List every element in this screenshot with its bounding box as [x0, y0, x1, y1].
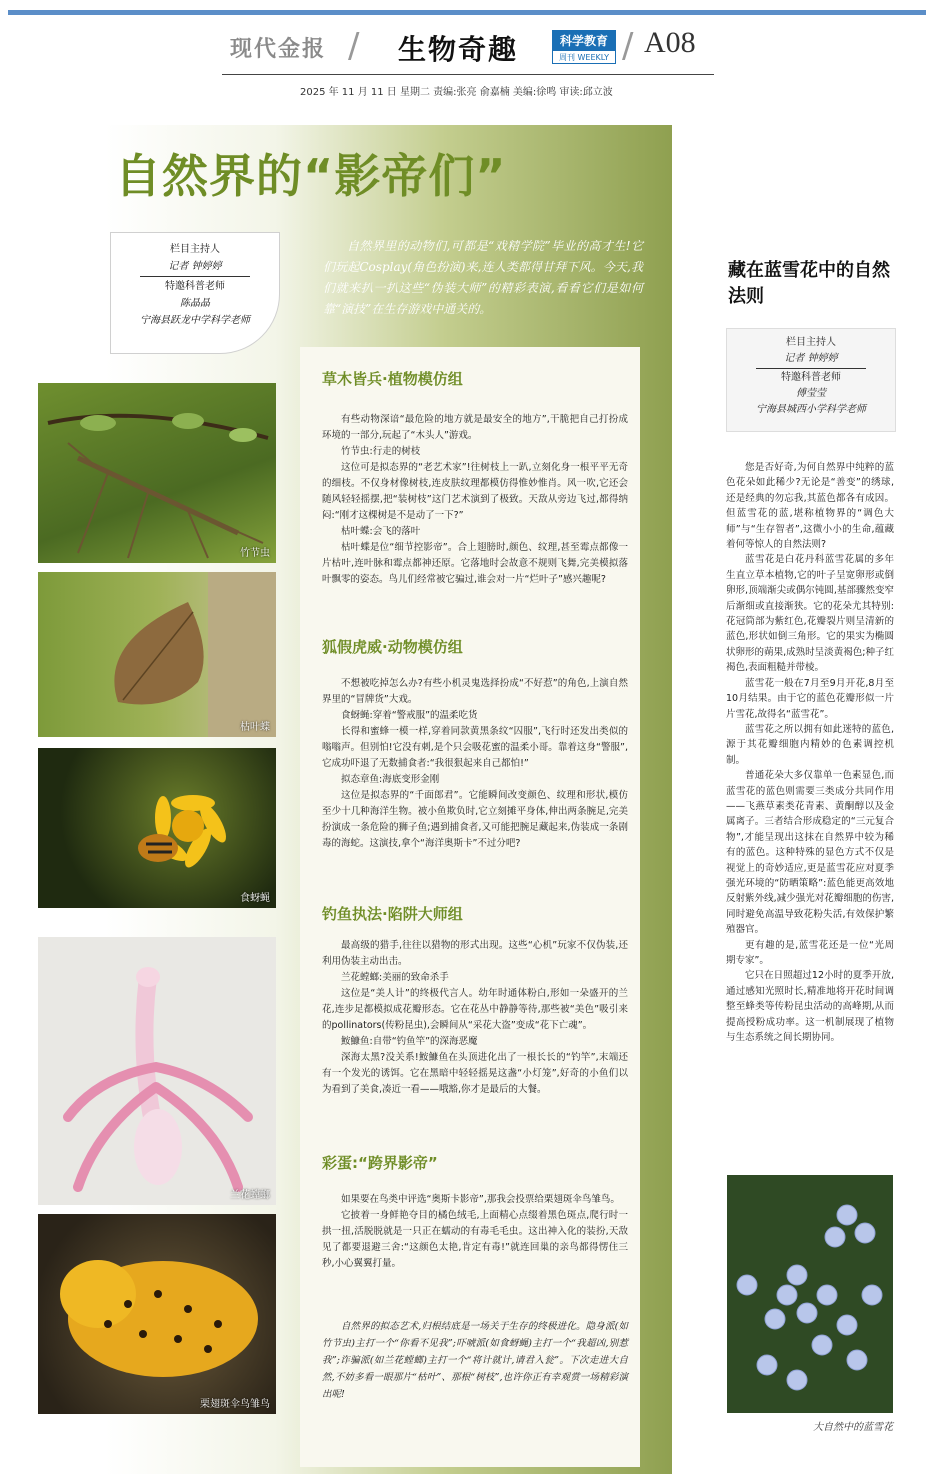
masthead-rule — [222, 74, 714, 75]
host-reporter: 记者 钟婷婷 — [784, 353, 838, 364]
paragraph: 这位是拟态界的“千面郎君”。它能瞬间改变颜色、纹理和形状,模仿至少十几种海洋生物。被小鱼欺负时,它立刻摊平身体,伸出两条腕足,完美扮演成一条危险的狮子鱼;遇到捕食者,又可能把腕足藏起来,伪装成一条剧毒的海蛇。这演技,拿个“海洋奥斯卡”不过分吧? — [322, 790, 628, 849]
paragraph: 如果要在鸟类中评选“奥斯卡影帝”,那我会投票给栗翅斑伞鸟雏鸟。 — [341, 1194, 620, 1205]
paragraph: 枯叶蝶是位“细节控影帝”。合上翅膀时,颜色、纹理,甚至霉点都像一片枯叶,连叶脉和霉点都神还原。它落地时会故意不规则飞舞,完美模拟落叶飘零的姿态。鸟儿们经常被它骗过,谁会对一片“烂叶子”感兴趣呢? — [322, 542, 628, 585]
paragraph: 这位是“美人计”的终极代言人。幼年时通体粉白,形如一朵盛开的兰花,连步足都模拟成花瓣形态。它在花丛中静静等待,那些被“美色”吸引来的pollinators(传粉昆虫),会瞬间从“采花大盗”变成“花下亡魂”。 — [322, 988, 628, 1031]
host-rule — [756, 368, 866, 369]
subheading: 枯叶蝶:会飞的落叶 — [341, 526, 421, 537]
divider-slash: / — [622, 26, 634, 66]
section-title: 生物奇趣 — [398, 33, 519, 66]
orchid-mantis-photo — [38, 937, 276, 1205]
closing-paragraph — [322, 1318, 628, 1403]
guest-school: 宁海县城西小学科学老师 — [756, 404, 866, 415]
top-rule — [8, 10, 926, 15]
paragraph: 长得和蜜蜂一模一样,穿着同款黄黑条纹“囚服”,飞行时还发出类似的嗡嗡声。但别怕!它没有刺,是个只会吸花蜜的温柔小哥。靠着这身“警服”,它成功吓退了无数捕食者:“我很狠起来自己都怕!” — [322, 726, 628, 769]
guest-school: 宁海县跃龙中学科学老师 — [140, 315, 250, 326]
subheading: 拟态章鱼:海底变形金刚 — [341, 774, 440, 785]
plumbago-flowers-icon — [727, 1175, 893, 1413]
feature-headline: 自然界的“影帝们” — [115, 149, 507, 203]
section-body — [322, 676, 628, 852]
paragraph: 更有趣的是,蓝雪花还是一位“光周期专家”。 — [726, 939, 894, 966]
section-heading: 狐假虎威·动物模仿组 — [322, 638, 463, 656]
host-label: 栏目主持人 — [170, 244, 220, 255]
newspaper-name: 现代金报 — [230, 37, 327, 62]
host-label: 栏目主持人 — [786, 337, 836, 348]
paragraph: 不想被吃掉怎么办?有些小机灵鬼选择扮成“不好惹”的角色,上演自然界里的“冒牌货”大戏。 — [322, 678, 628, 705]
badge-bottom-label: 周刊 WEEKLY — [558, 53, 610, 62]
sidebar-photo-caption: 大自然中的蓝雪花 — [813, 1422, 893, 1433]
photo-caption: 食蚜蝇 — [240, 893, 270, 904]
orchid-mantis-icon — [38, 937, 276, 1205]
subheading: 食蚜蝇:穿着“警戒服”的温柔吃货 — [341, 710, 478, 721]
paragraph: 最高级的猎手,往往以猎物的形式出现。这些“心机”玩家不仅伪装,还利用伪装主动出击。 — [322, 940, 628, 967]
section-heading: 钓鱼执法·陷阱大师组 — [322, 905, 463, 923]
paragraph: 深海太黑?没关系!鮟鱇鱼在头顶进化出了一根长长的“钓竿”,末端还有一个发光的诱饵。它在黑暗中轻轻摇晃这盏“小灯笼”,好奇的小鱼们以为看到了美食,凑近一看——哦豁,你才是最后的大餐。 — [322, 1052, 628, 1095]
section-body — [322, 1192, 628, 1272]
sidebar-title: 藏在蓝雪花中的自然法则 — [728, 260, 890, 307]
guest-label: 特邀科普老师 — [781, 372, 841, 383]
paragraph: 自然界的拟态艺术,归根结底是一场关于生存的终极进化。隐身派(如竹节虫)主打一个“你看不见我”;吓唬派(如食蚜蝇)主打一个“我超凶,别惹我”;诈骗派(如兰花螳螂)主打一个“将计就计,请君入瓮”。下次走进大自然,不妨多看一眼那片“枯叶”、那根“树枝”,也许你正有幸观赏一场精彩演出呢! — [322, 1321, 628, 1400]
host-reporter: 记者 钟婷婷 — [168, 261, 222, 272]
dead-leaf-butterfly-icon — [38, 572, 276, 737]
dead-leaf-butterfly-photo — [38, 572, 276, 737]
stick-insect-photo — [38, 383, 276, 563]
dateline: 2025 年 11 月 11 日 星期二 责编:张亮 俞嘉楠 美编:徐鸣 审读:邱立波 — [300, 87, 613, 98]
page-number: A08 — [644, 26, 696, 59]
hoverfly-icon — [38, 748, 276, 908]
sidebar-body — [726, 460, 894, 1045]
becard-chick-photo — [38, 1214, 276, 1414]
edu-weekly-badge — [552, 30, 616, 64]
photo-caption: 竹节虫 — [240, 548, 270, 559]
subheading: 鮟鱇鱼:自带“钓鱼竿”的深海恶魔 — [341, 1036, 478, 1047]
stick-insect-icon — [38, 383, 276, 563]
subheading: 竹节虫:行走的树枝 — [341, 446, 421, 457]
paragraph: 蓝雪花是白花丹科蓝雪花属的多年生直立草本植物,它的叶子呈宽卵形或倒卵形,顶端渐尖或偶尔钝圆,基部骤然变窄后渐细或直接渐狭。它的花朵尤其特别:花冠筒部为紫红色,花瓣裂片则呈清新的蓝色,形状如倒三角形。它的果实为椭圆状卵形的蒴果,成熟时呈淡黄褐色;种子红褐色,表面粗糙并带棱。 — [726, 554, 894, 674]
intro-paragraph: 自然界里的动物们,可都是“戏精学院”毕业的高才生!它们玩起Cosplay(角色扮演)来,连人类都得甘拜下风。今天,我们就来扒一扒这些“伪装大师”的精彩表演,看看它们是如何靠“演技”在生存游戏中通关的。 — [323, 239, 643, 316]
host-rule — [140, 276, 250, 277]
section-body — [322, 938, 628, 1098]
photo-caption: 枯叶蝶 — [240, 722, 270, 733]
badge-top-label: 科学教育 — [553, 31, 615, 51]
guest-label: 特邀科普老师 — [165, 281, 225, 292]
paragraph: 蓝雪花之所以拥有如此迷特的蓝色,源于其花瓣细胞内精妙的色素调控机制。 — [726, 723, 894, 766]
paragraph: 这位可是拟态界的“老艺术家”!往树枝上一趴,立刻化身一根平平无奇的细枝。不仅身材像树枝,连皮肤纹理都模仿得惟妙惟肖。风一吹,它还会随风轻轻摇摆,把“装树枝”这门艺术演到了极致。天敌从旁边飞过,都得纳闷:“刚才这棵树是不是动了一下?” — [322, 462, 628, 521]
section-heading: 草木皆兵·植物模仿组 — [322, 370, 463, 388]
divider-slash: / — [348, 26, 360, 66]
plumbago-photo — [727, 1175, 893, 1413]
paragraph: 普通花朵大多仅靠单一色素显色,而蓝雪花的蓝色则需要三类成分共同作用——飞燕草素类花青素、黄酮醇以及金属离子。三者结合形成稳定的“三元复合物”,才能呈现出这抹在自然界中较为稀有的蓝色。这种特殊的显色方式不仅是视觉上的奇妙适应,更是蓝雪花应对夏季强光环境的“防晒策略”:蓝色能更高效地反射紫外线,减少强光对花瓣细胞的伤害,同时避免高温导致花粉失活,有效保护繁殖器官。 — [726, 770, 894, 936]
section-heading: 彩蛋:“跨界影帝” — [322, 1154, 438, 1172]
paragraph: 蓝雪花一般在7月至9月开花,8月至10月结果。由于它的蓝色花瓣形似一片片雪花,故得名“蓝雪花”。 — [726, 677, 894, 720]
photo-caption: 兰花螳螂 — [230, 1190, 270, 1201]
subheading: 兰花螳螂:美丽的致命杀手 — [341, 972, 449, 983]
hoverfly-photo — [38, 748, 276, 908]
guest-name: 陈晶晶 — [180, 298, 210, 309]
paragraph: 您是否好奇,为何自然界中纯粹的蓝色花朵如此稀少?无论是“善变”的绣球,还是经典的勿忘我,其蓝色都各有成因。但蓝雪花的蓝,堪称植物界的“调色大师”与“生存智者”,这微小小的生命,蕴藏着何等惊人的自然法则? — [726, 462, 894, 551]
photo-caption: 栗翅斑伞鸟雏鸟 — [200, 1399, 270, 1410]
host-box — [110, 232, 280, 354]
paragraph: 它披着一身鲜艳夺目的橘色绒毛,上面精心点缀着黑色斑点,爬行时一拱一扭,活脱脱就是一只正在蠕动的有毒毛毛虫。这出神入化的装扮,天敌见了都要退避三舍:“这颜色太艳,肯定有毒!”就连回巢的亲鸟都得愣住三秒,小心翼翼打量。 — [322, 1210, 628, 1269]
becard-chick-icon — [38, 1214, 276, 1414]
section-body — [322, 412, 628, 588]
sidebar-host-box — [726, 328, 896, 432]
paragraph: 它只在日照超过12小时的夏季开放,通过感知光照时长,精准地将开花时间调整至蜂类等传粉昆虫活动的高峰期,从而提高授粉成功率。这一机制展现了植物与生态系统之间长期协同。 — [726, 970, 894, 1044]
paragraph: 有些动物深谙“最危险的地方就是最安全的地方”,干脆把自己打扮成环境的一部分,玩起了“木头人”游戏。 — [322, 414, 628, 441]
guest-name: 傅莹莹 — [796, 388, 826, 399]
